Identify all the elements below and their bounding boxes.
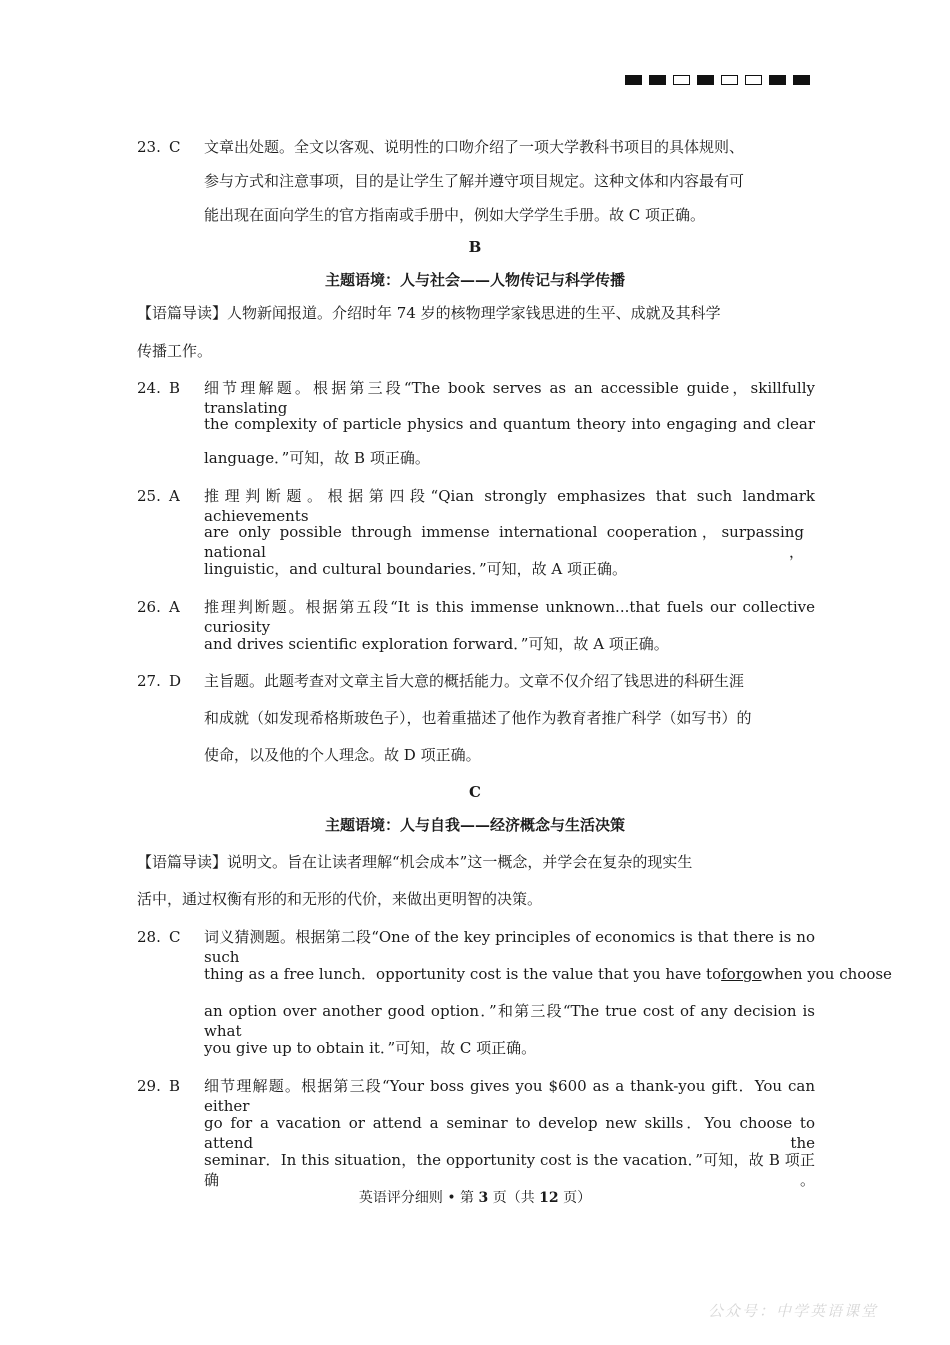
q26-number: 26. — [137, 598, 161, 616]
q23-line-3: 能出现在面向学生的官方指南或手册中，例如大学学生手册。故 C 项正确。 — [204, 206, 706, 224]
watermark: 公众号：中学英语课堂 — [708, 1302, 879, 1320]
footer-total-pages: 12 — [539, 1190, 559, 1206]
section-b-theme: 主题语境：人与社会——人物传记与科学传播 — [324, 271, 625, 289]
q23-line-1: 文章出处题。全文以客观、说明性的口吻介绍了一项大学教科书项目的具体规则、 — [204, 138, 745, 156]
q29-line-2: go for a vacation or attend a seminar to develop new skills．You choose to attend the — [204, 1114, 815, 1152]
q25-line-3: linguistic，and cultural boundaries．”可知，故 A 项正确。 — [204, 560, 628, 578]
header-mark — [697, 75, 714, 85]
q29-answer: B — [169, 1077, 181, 1095]
q26-answer: A — [169, 598, 180, 616]
q28-line-3: an option over another good option．”和第三段“The true cost of any decision is what — [204, 1002, 815, 1040]
q24-line-2: the complexity of particle physics and quantum theory into engaging and clear — [204, 415, 815, 433]
q29-line-3: seminar．In this situation，the opportunity cost is the vacation．”可知，故 B 项正确。 — [204, 1151, 815, 1189]
q28-line-2-before: thing as a free lunch．opportunity cost is the value that you have to — [204, 965, 722, 983]
q27-number: 27. — [137, 672, 161, 690]
header-mark — [745, 75, 762, 85]
q24-line-3: language．”可知，故 B 项正确。 — [204, 449, 430, 467]
q29-line-1: 细节理解题。根据第三段“Your boss gives you $600 as a thank-you gift．You can either — [204, 1077, 815, 1115]
section-c-intro-1: 【语篇导读】说明文。旨在让读者理解“机会成本”这一概念，并学会在复杂的现实生 — [137, 853, 693, 871]
q28-number: 28. — [137, 928, 161, 946]
footer-suffix: 页） — [558, 1190, 592, 1206]
q28-line-1: 词义猜测题。根据第二段“One of the key principles of economics is that there is no such — [204, 928, 815, 966]
section-b-letter: B — [468, 238, 482, 256]
header-mark — [769, 75, 786, 85]
q27-line-1: 主旨题。此题考查对文章主旨大意的概括能力。文章不仅介绍了钱思进的科研生涯 — [204, 672, 745, 690]
q24-line-1: 细节理解题。根据第三段“The book serves as an accessible guide，skillfully translating — [204, 379, 815, 417]
q25-line-2: are only possible through immense international cooperation，surpassing national， — [204, 523, 804, 561]
header-marks — [625, 75, 810, 85]
q27-line-3: 使命，以及他的个人理念。故 D 项正确。 — [204, 746, 481, 764]
q24-number: 24. — [137, 379, 161, 397]
q29-number: 29. — [137, 1077, 161, 1095]
q28-forgo-underlined: forgo — [721, 965, 762, 983]
page-footer — [0, 1188, 950, 1208]
q23-answer: C — [169, 138, 181, 156]
q25-number: 25. — [137, 487, 161, 505]
header-mark — [625, 75, 642, 85]
q24-answer: B — [169, 379, 181, 397]
header-mark — [721, 75, 738, 85]
footer-middle: 页（共 — [488, 1190, 540, 1206]
q27-answer: D — [169, 672, 182, 690]
footer-prefix: 英语评分细则 • 第 — [358, 1190, 479, 1206]
q28-answer: C — [169, 928, 181, 946]
q23-number: 23. — [137, 138, 161, 156]
q28-line-2 — [204, 964, 892, 984]
q27-line-2: 和成就（如发现希格斯玻色子），也着重描述了他作为教育者推广科学（如写书）的 — [204, 709, 752, 727]
section-b-intro-1: 【语篇导读】人物新闻报道。介绍时年 74 岁的核物理学家钱思进的生平、成就及其科学 — [137, 304, 721, 322]
header-mark — [649, 75, 666, 85]
q28-line-2-after: when you choose — [761, 965, 892, 983]
q26-line-2: and drives scientific exploration forward．”可知，故 A 项正确。 — [204, 635, 669, 653]
q28-line-4: you give up to obtain it．”可知，故 C 项正确。 — [204, 1039, 537, 1057]
header-mark — [673, 75, 690, 85]
section-c-intro-2: 活中，通过权衡有形的和无形的代价，来做出更明智的决策。 — [137, 890, 543, 908]
section-c-theme: 主题语境：人与自我——经济概念与生活决策 — [324, 816, 625, 834]
q25-answer: A — [169, 487, 180, 505]
footer-page-number: 3 — [478, 1190, 489, 1206]
section-b-intro-2: 传播工作。 — [137, 342, 213, 360]
q25-line-1: 推理判断题。根据第四段“Qian strongly emphasizes that such landmark achievements — [204, 487, 815, 525]
section-c-letter: C — [469, 783, 481, 801]
header-mark — [793, 75, 810, 85]
q26-line-1: 推理判断题。根据第五段“It is this immense unknown...that fuels our collective curiosity — [204, 598, 815, 636]
q23-line-2: 参与方式和注意事项，目的是让学生了解并遵守项目规定。这种文体和内容最有可 — [204, 172, 745, 190]
